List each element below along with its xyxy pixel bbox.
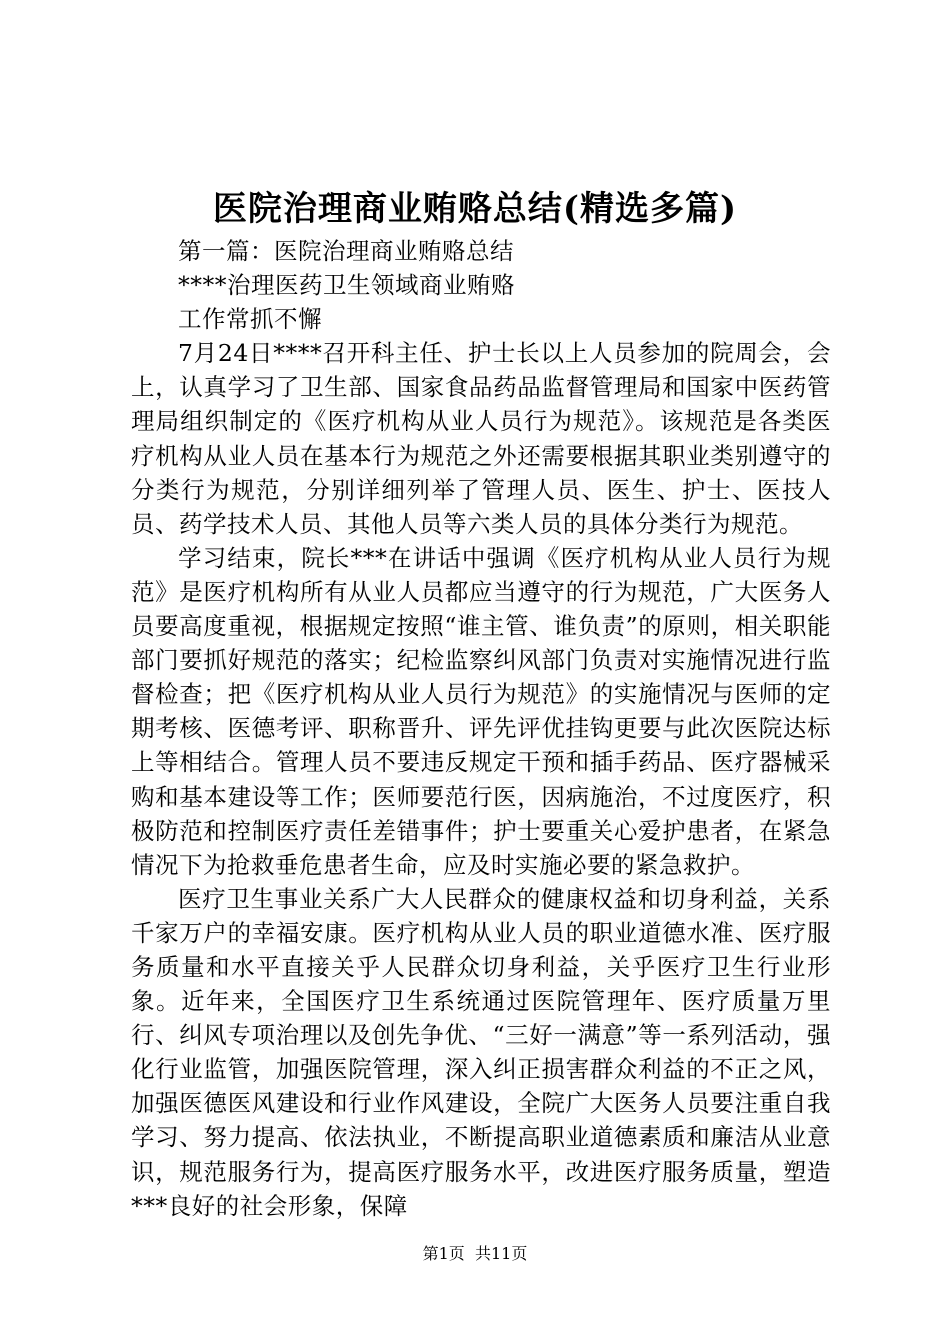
body-paragraph: 学习结束，院长***在讲话中强调《医疗机构从业人员行为规范》是医疗机构所有从业人员都应当遵守的行为规范，广大医务人员要高度重视，根据规定按照“谁主管、谁负责”的原则，相关职能部门要抓好规范的落实；纪检监察纠风部门负责对实施情况进行监督检查；把《医疗机构从业人员行为规范》的实施情况与医师的定期考核、医德考评、职称晋升、评先评优挂钩更要与此次医院达标上等相结合。管理人员不要违反规定干预和插手药品、医疗器械采购和基本建设等工作；医师要范行医，因病施治，不过度医疗，积极防范和控制医疗责任差错事件；护士要重关心爱护患者，在紧急情况下为抢救垂危患者生命，应及时实施必要的紧急救护。 xyxy=(131,543,831,879)
body-paragraph: 7月24日****召开科主任、护士长以上人员参加的院周会，会上，认真学习了卫生部、国家食品药品监督管理局和国家中医药管理局组织制定的《医疗机构从业人员行为规范》。该规范是各类医疗机构从业人员在基本行为规范之外还需要根据其职业类别遵守的分类行为规范，分别详细列举了管理人员、医生、护士、医技人员、药学技术人员、其他人员等六类人员的具体分类行为规范。 xyxy=(131,339,831,538)
body-paragraph: 医疗卫生事业关系广大人民群众的健康权益和切身利益，关系千家万户的幸福安康。医疗机构从业人员的职业道德水准、医疗服务质量和水平直接关乎人民群众切身利益，关乎医疗卫生行业形象。近年来，全国医疗卫生系统通过医院管理年、医疗质量万里行、纠风专项治理以及创先争优、“三好一满意”等一系列活动，强化行业监管，加强医院管理，深入纠正损害群众利益的不正之风，加强医德医风建设和行业作风建设，全院广大医务人员要注重自我学习、努力提高、依法执业，不断提高职业道德素质和廉洁从业意识，规范服务行为，提高医疗服务水平，改进医疗服务质量，塑造***良好的社会形象，保障 xyxy=(131,884,831,1220)
subheading-line-2: 工作常抓不懈 xyxy=(178,305,322,334)
total-pages: 共11页 xyxy=(474,1244,528,1263)
document-title: 医院治理商业贿赂总结(精选多篇) xyxy=(212,189,738,229)
section-heading: 第一篇：医院治理商业贿赂总结 xyxy=(178,237,514,265)
page-number: 第1页 xyxy=(422,1244,465,1263)
subheading-line-1: ****治理医药卫生领域商业贿赂 xyxy=(178,271,515,300)
footer-separator xyxy=(465,1244,475,1263)
page-footer xyxy=(0,1242,950,1266)
document-body xyxy=(131,234,831,1223)
